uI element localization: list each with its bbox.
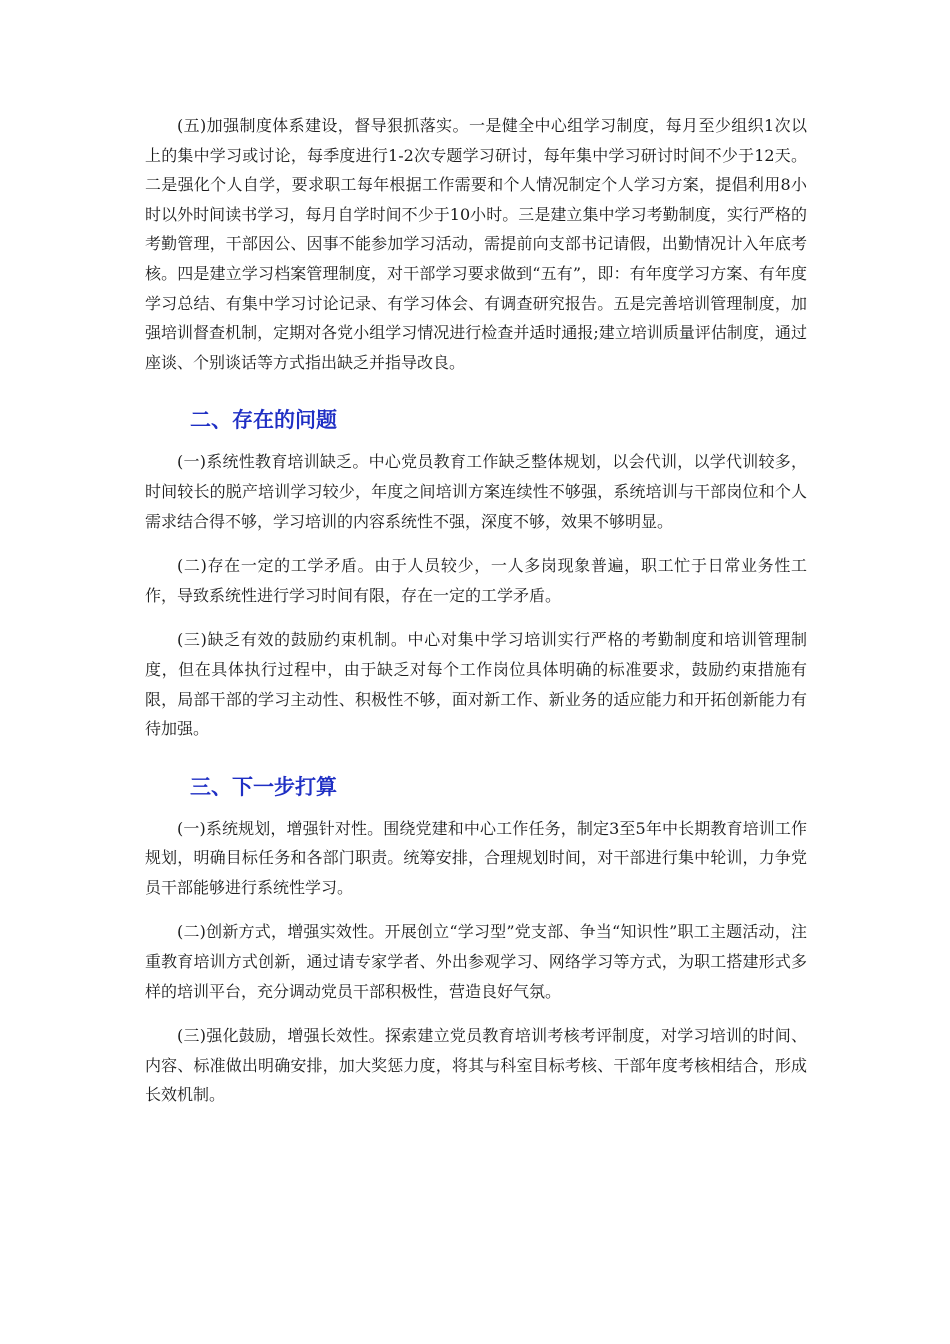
section-heading-problems: 二、存在的问题 [190, 408, 337, 433]
paragraph-section1-item5: (五)加强制度体系建设，督导狠抓落实。一是健全中心组学习制度，每月至少组织1次以上的集中学习或讨论，每季度进行1-2次专题学习研讨，每年集中学习研讨时间不少于12天。二是强化个人自学，要求职工每年根据工作需要和个人情况制定个人学习方案，提倡利用8小时以外时间读书学习，每月自学时间不少于10小时。三是建立集中学习考勤制度，实行严格的考勤管理，干部因公、因事不能参加学习活动，需提前向支部书记请假，出勤情况计入年底考核。四是建立学习档案管理制度，对干部学习要求做到“五有”，即：有年度学习方案、有年度学习总结、有集中学习讨论记录、有学习体会、有调查研究报告。五是完善培训管理制度，加强培训督查机制，定期对各党小组学习情况进行检查并适时通报;建立培训质量评估制度，通过座谈、个别谈话等方式指出缺乏并指导改良。 [145, 116, 807, 372]
paragraph-problem-1: (一)系统性教育培训缺乏。中心党员教育工作缺乏整体规划，以会代训，以学代训较多，时间较长的脱产培训学习较少，年度之间培训方案连续性不够强，系统培训与干部岗位和个人需求结合得不够，学习培训的内容系统性不强，深度不够，效果不够明显。 [145, 452, 807, 531]
paragraph-problem-3: (三)缺乏有效的鼓励约束机制。中心对集中学习培训实行严格的考勤制度和培训管理制度，但在具体执行过程中，由于缺乏对每个工作岗位具体明确的标准要求，鼓励约束措施有限，局部干部的学习主动性、积极性不够，面对新工作、新业务的适应能力和开拓创新能力有待加强。 [145, 630, 807, 739]
paragraph-plan-1: (一)系统规划，增强针对性。围绕党建和中心工作任务，制定3至5年中长期教育培训工作规划，明确目标任务和各部门职责。统筹安排，合理规划时间，对干部进行集中轮训，力争党员干部能够进行系统性学习。 [145, 818, 807, 897]
paragraph-plan-2: (二)创新方式，增强实效性。开展创立“学习型”党支部、争当“知识性”职工主题活动，注重教育培训方式创新，通过请专家学者、外出参观学习、网络学习等方式，为职工搭建形式多样的培训平台，充分调动党员干部积极性，营造良好气氛。 [145, 922, 807, 1001]
section-heading-next-steps: 三、下一步打算 [190, 774, 337, 799]
document-body [145, 111, 807, 1110]
paragraph-plan-3: (三)强化鼓励，增强长效性。探索建立党员教育培训考核考评制度，对学习培训的时间、内容、标准做出明确安排，加大奖惩力度，将其与科室目标考核、干部年度考核相结合，形成长效机制。 [145, 1026, 807, 1105]
paragraph-problem-2: (二)存在一定的工学矛盾。由于人员较少，一人多岗现象普遍，职工忙于日常业务性工作，导致系统性进行学习时间有限，存在一定的工学矛盾。 [145, 556, 807, 605]
